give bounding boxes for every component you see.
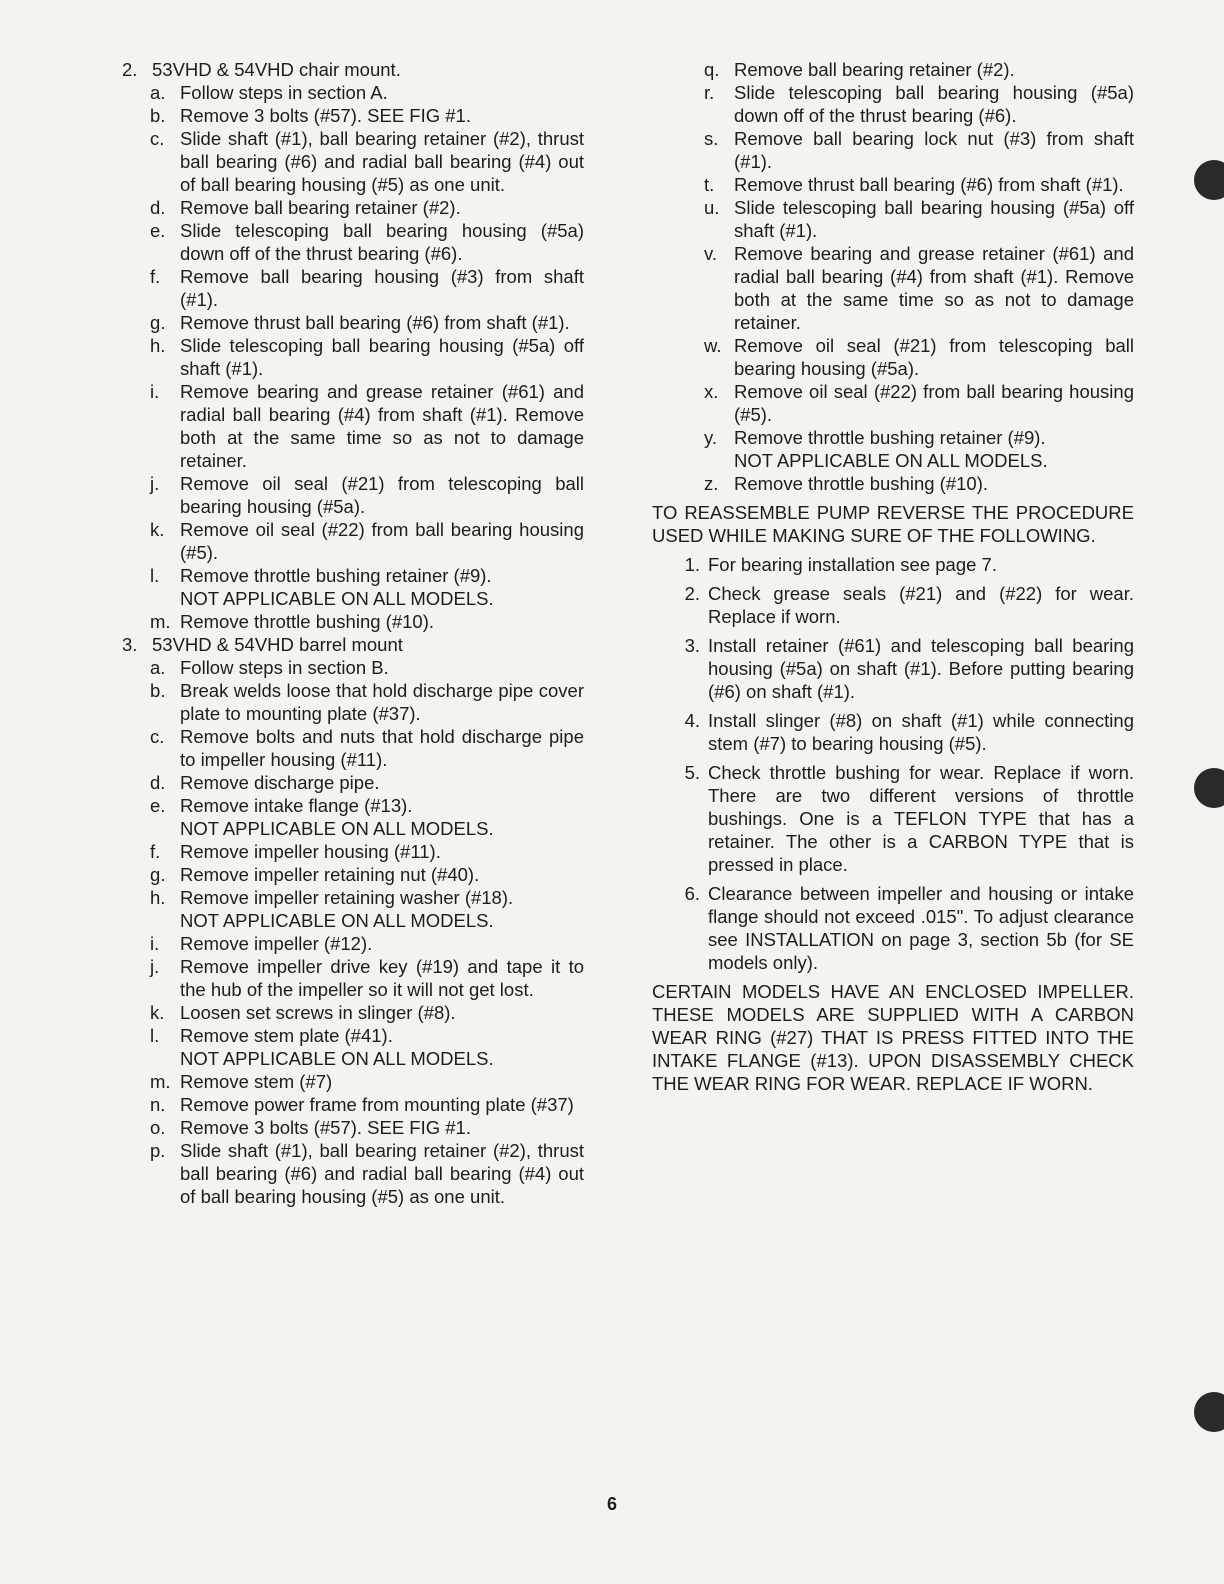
item-letter: z. xyxy=(704,473,719,494)
item-letter: n. xyxy=(150,1094,166,1115)
item-letter: l. xyxy=(150,565,160,586)
item-text: Remove ball bearing retainer (#2). xyxy=(180,197,461,218)
step-text: Check throttle bushing for wear. Replace if worn. There are two different versions of throttle bushings. One is a TEFLON TYPE that has a retainer. The other is a CARBON TYPE that is pressed in place. xyxy=(708,762,1134,875)
list-item xyxy=(150,219,584,265)
list-item xyxy=(150,1001,584,1024)
item-letter: y. xyxy=(704,427,718,448)
item-letter: o. xyxy=(150,1117,166,1138)
list-item xyxy=(150,955,584,1001)
list-item xyxy=(150,472,584,518)
item-letter: f. xyxy=(150,266,161,287)
item-letter: l. xyxy=(150,1025,160,1046)
list-item xyxy=(150,196,584,219)
item-text: Remove ball bearing housing (#3) from shaft (#1). xyxy=(180,266,584,310)
list-item xyxy=(150,1116,584,1139)
step-text: Install slinger (#8) on shaft (#1) while connecting stem (#7) to bearing housing (#5). xyxy=(708,710,1134,754)
item-text: Loosen set screws in slinger (#8). xyxy=(180,1002,456,1023)
item-text: Remove 3 bolts (#57). SEE FIG #1. xyxy=(180,105,471,126)
list-item xyxy=(150,932,584,955)
list-item xyxy=(704,173,1134,196)
list-item xyxy=(150,564,584,610)
list-item xyxy=(704,196,1134,242)
reassembly-step xyxy=(652,553,1134,576)
item-letter: b. xyxy=(150,680,166,701)
list-item xyxy=(150,311,584,334)
item-letter: g. xyxy=(150,312,166,333)
item-text: Remove impeller (#12). xyxy=(180,933,373,954)
item-text: Remove ball bearing lock nut (#3) from shaft (#1). xyxy=(734,128,1134,172)
list-item xyxy=(150,1024,584,1070)
item-text: Remove throttle bushing retainer (#9). xyxy=(734,427,1046,448)
item-letter: k. xyxy=(150,1002,165,1023)
item-text: Remove bearing and grease retainer (#61) and radial ball bearing (#4) from shaft (#1). Remove both at the same time so as not to damage retainer. xyxy=(734,243,1134,333)
step-number: 3. xyxy=(684,635,700,656)
item-letter: w. xyxy=(704,335,722,356)
section-title: 53VHD & 54VHD barrel mount xyxy=(152,634,403,655)
step-number: 6. xyxy=(684,883,700,904)
item-letter: h. xyxy=(150,887,166,908)
item-text: Remove ball bearing retainer (#2). xyxy=(734,59,1015,80)
item-text: Remove oil seal (#22) from ball bearing housing (#5). xyxy=(734,381,1134,425)
item-letter: d. xyxy=(150,772,166,793)
item-text: Remove bolts and nuts that hold discharge pipe to impeller housing (#11). xyxy=(180,726,584,770)
item-letter: m. xyxy=(150,611,171,632)
binder-hole-icon xyxy=(1194,160,1224,200)
reassembly-step xyxy=(652,634,1134,703)
item-letter: e. xyxy=(150,795,166,816)
reassembly-step xyxy=(652,582,1134,628)
step-text: Install retainer (#61) and telescoping ball bearing housing (#5a) on shaft (#1). Before putting bearing (#6) on shaft (#1). xyxy=(708,635,1134,702)
left-column xyxy=(122,58,584,1208)
section-number: 3. xyxy=(122,634,138,655)
item-text: Remove discharge pipe. xyxy=(180,772,380,793)
section-2 xyxy=(122,58,584,633)
applicability-note: NOT APPLICABLE ON ALL MODELS. xyxy=(180,818,494,839)
list-item xyxy=(150,104,584,127)
reassembly-step xyxy=(652,709,1134,755)
item-letter: v. xyxy=(704,243,718,264)
item-letter: m. xyxy=(150,1071,171,1092)
item-text: Remove oil seal (#21) from telescoping ball bearing housing (#5a). xyxy=(180,473,584,517)
list-item xyxy=(150,1070,584,1093)
item-letter: p. xyxy=(150,1140,166,1161)
list-item xyxy=(150,679,584,725)
list-item xyxy=(150,863,584,886)
item-letter: c. xyxy=(150,726,165,747)
reassemble-heading: TO REASSEMBLE PUMP REVERSE THE PROCEDURE USED WHILE MAKING SURE OF THE FOLLOWING. xyxy=(652,502,1134,546)
section-3 xyxy=(122,633,584,1208)
item-letter: j. xyxy=(150,473,160,494)
item-letter: f. xyxy=(150,841,161,862)
list-item xyxy=(704,380,1134,426)
item-text: Remove throttle bushing (#10). xyxy=(180,611,434,632)
list-item xyxy=(704,127,1134,173)
item-letter: e. xyxy=(150,220,166,241)
list-item xyxy=(150,518,584,564)
item-text: Break welds loose that hold discharge pipe cover plate to mounting plate (#37). xyxy=(180,680,584,724)
item-text: Slide telescoping ball bearing housing (#5a) down off of the thrust bearing (#6). xyxy=(734,82,1134,126)
item-text: Slide telescoping ball bearing housing (#5a) down off of the thrust bearing (#6). xyxy=(180,220,584,264)
item-text: Remove oil seal (#21) from telescoping ball bearing housing (#5a). xyxy=(734,335,1134,379)
item-text: Remove impeller retaining nut (#40). xyxy=(180,864,480,885)
list-item xyxy=(150,610,584,633)
item-letter: c. xyxy=(150,128,165,149)
list-item xyxy=(704,426,1134,472)
applicability-note: NOT APPLICABLE ON ALL MODELS. xyxy=(180,910,494,931)
item-letter: g. xyxy=(150,864,166,885)
binder-hole-icon xyxy=(1194,768,1224,808)
binder-hole-icon xyxy=(1194,1392,1224,1432)
item-text: Remove thrust ball bearing (#6) from shaft (#1). xyxy=(734,174,1124,195)
item-text: Remove 3 bolts (#57). SEE FIG #1. xyxy=(180,1117,471,1138)
item-letter: i. xyxy=(150,933,160,954)
reassembly-step xyxy=(652,761,1134,876)
step-list-continued xyxy=(704,58,1134,495)
item-letter: a. xyxy=(150,82,166,103)
step-text: Check grease seals (#21) and (#22) for wear. Replace if worn. xyxy=(708,583,1134,627)
list-item xyxy=(704,242,1134,334)
item-text: Follow steps in section A. xyxy=(180,82,388,103)
item-text: Slide telescoping ball bearing housing (#5a) off shaft (#1). xyxy=(180,335,584,379)
applicability-note: NOT APPLICABLE ON ALL MODELS. xyxy=(180,588,494,609)
item-letter: q. xyxy=(704,59,720,80)
item-letter: a. xyxy=(150,657,166,678)
applicability-note: NOT APPLICABLE ON ALL MODELS. xyxy=(734,450,1048,471)
section-number: 2. xyxy=(122,59,138,80)
step-number: 4. xyxy=(684,710,700,731)
item-letter: h. xyxy=(150,335,166,356)
list-item xyxy=(704,58,1134,81)
list-item xyxy=(150,1139,584,1208)
item-letter: u. xyxy=(704,197,720,218)
step-number: 5. xyxy=(684,762,700,783)
item-text: Remove stem (#7) xyxy=(180,1071,333,1092)
reassembly-step xyxy=(652,882,1134,974)
list-item xyxy=(150,265,584,311)
item-letter: r. xyxy=(704,82,715,103)
step-list xyxy=(150,656,584,1208)
list-item xyxy=(150,886,584,932)
list-item xyxy=(150,127,584,196)
item-text: Slide telescoping ball bearing housing (#5a) off shaft (#1). xyxy=(734,197,1134,241)
list-item xyxy=(150,771,584,794)
step-text: For bearing installation see page 7. xyxy=(708,554,997,575)
reassembly-steps xyxy=(652,553,1134,974)
item-text: Remove throttle bushing retainer (#9). xyxy=(180,565,492,586)
step-list xyxy=(150,81,584,633)
list-item xyxy=(150,380,584,472)
page-number: 6 xyxy=(606,1494,617,1514)
item-text: Remove impeller drive key (#19) and tape it to the hub of the impeller so it will not get lost. xyxy=(180,956,584,1000)
item-letter: k. xyxy=(150,519,165,540)
item-letter: d. xyxy=(150,197,166,218)
list-item xyxy=(150,656,584,679)
list-item xyxy=(704,472,1134,495)
list-item xyxy=(150,81,584,104)
list-item xyxy=(150,725,584,771)
item-text: Follow steps in section B. xyxy=(180,657,389,678)
item-text: Slide shaft (#1), ball bearing retainer (#2), thrust ball bearing (#6) and radial ball bearing (#4) out of ball bearing housing (#5) as one unit. xyxy=(180,128,584,195)
item-text: Remove throttle bushing (#10). xyxy=(734,473,988,494)
item-text: Slide shaft (#1), ball bearing retainer (#2), thrust ball bearing (#6) and radial ball bearing (#4) out of ball bearing housing (#5) as one unit. xyxy=(180,1140,584,1207)
step-number: 1. xyxy=(684,554,700,575)
list-item xyxy=(150,794,584,840)
item-letter: s. xyxy=(704,128,719,149)
list-item xyxy=(704,81,1134,127)
item-text: Remove stem plate (#41). xyxy=(180,1025,393,1046)
step-text: Clearance between impeller and housing or intake flange should not exceed .015". To adjust clearance see INSTALLATION on page 3, section 5b (for SE models only). xyxy=(708,883,1134,973)
list-item xyxy=(150,840,584,863)
right-column xyxy=(652,58,1134,1101)
applicability-note: NOT APPLICABLE ON ALL MODELS. xyxy=(180,1048,494,1069)
item-letter: i. xyxy=(150,381,160,402)
item-letter: x. xyxy=(704,381,719,402)
item-text: Remove impeller housing (#11). xyxy=(180,841,441,862)
enclosed-impeller-note: CERTAIN MODELS HAVE AN ENCLOSED IMPELLER. THESE MODELS ARE SUPPLIED WITH A CARBON WEAR RING (#27) THAT IS PRESS FITTED INTO THE INTAKE FLANGE (#13). UPON DISASSEMBLY CHECK THE WEAR RING FOR WEAR. REPLACE IF WORN. xyxy=(652,981,1134,1094)
item-text: Remove intake flange (#13). xyxy=(180,795,413,816)
item-text: Remove thrust ball bearing (#6) from shaft (#1). xyxy=(180,312,570,333)
item-text: Remove power frame from mounting plate (#37) xyxy=(180,1094,574,1115)
item-letter: b. xyxy=(150,105,166,126)
step-number: 2. xyxy=(684,583,700,604)
item-text: Remove oil seal (#22) from ball bearing housing (#5). xyxy=(180,519,584,563)
item-text: Remove bearing and grease retainer (#61) and radial ball bearing (#4) from shaft (#1). Remove both at the same time so as not to damage retainer. xyxy=(180,381,584,471)
section-title: 53VHD & 54VHD chair mount. xyxy=(152,59,401,80)
list-item xyxy=(150,1093,584,1116)
list-item xyxy=(150,334,584,380)
item-letter: j. xyxy=(150,956,160,977)
item-letter: t. xyxy=(704,174,715,195)
item-text: Remove impeller retaining washer (#18). xyxy=(180,887,514,908)
list-item xyxy=(704,334,1134,380)
